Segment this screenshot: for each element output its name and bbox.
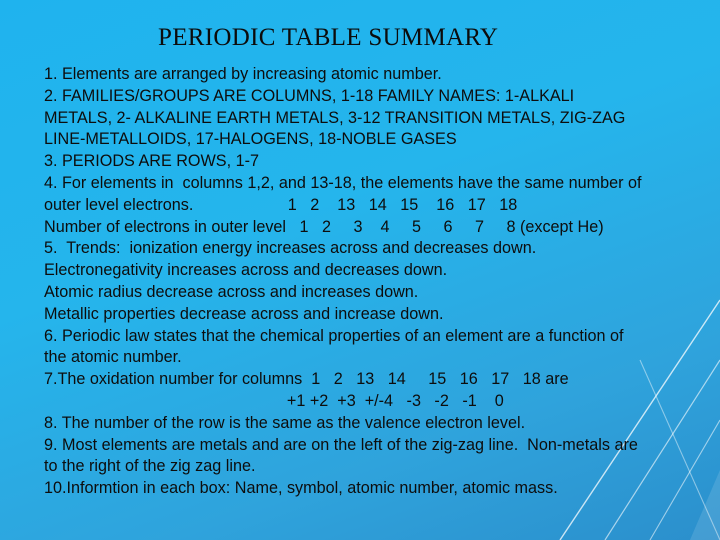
summary-line-10: Electronegativity increases across and decreases down. — [44, 261, 448, 280]
summary-line-18: 9. Most elements are metals and are on the left of the zig-zag line. Non-metals are — [44, 435, 638, 454]
summary-line-7: outer level electrons. 1 2 13 14 15 16 17 18 — [44, 195, 518, 214]
summary-line-14: the atomic number. — [44, 348, 182, 367]
summary-line-11: Atomic radius decrease across and increases down. — [44, 282, 419, 301]
summary-line-12: Metallic properties decrease across and increase down. — [44, 304, 444, 323]
summary-line-8: Number of electrons in outer level 1 2 3 4 5 6 7 8 (except He) — [44, 217, 604, 236]
summary-line-19: to the right of the zig zag line. — [44, 457, 256, 476]
summary-line-3: METALS, 2- ALKALINE EARTH METALS, 3-12 TRANSITION METALS, ZIG-ZAG — [44, 108, 626, 127]
summary-line-4: LINE-METALLOIDS, 17-HALOGENS, 18-NOBLE GASES — [44, 130, 457, 149]
summary-line-16: +1 +2 +3 +/-4 -3 -2 -1 0 — [44, 391, 504, 410]
summary-line-1: 1. Elements are arranged by increasing atomic number. — [44, 65, 442, 83]
slide-title: PERIODIC TABLE SUMMARY — [158, 24, 499, 51]
summary-line-13: 6. Periodic law states that the chemical properties of an element are a function of — [44, 326, 624, 345]
summary-line-9: 5. Trends: ionization energy increases across and decreases down. — [44, 239, 537, 258]
summary-line-15: 7.The oxidation number for columns 1 2 13 14 15 16 17 18 are — [44, 370, 569, 389]
summary-line-2: 2. FAMILIES/GROUPS ARE COLUMNS, 1-18 FAMILY NAMES: 1-ALKALI — [44, 86, 575, 105]
summary-line-5: 3. PERIODS ARE ROWS, 1-7 — [44, 152, 259, 171]
summary-line-6: 4. For elements in columns 1,2, and 13-18, the elements have the same number of — [44, 173, 642, 192]
slide-body — [44, 64, 714, 500]
summary-line-20: 10.Informtion in each box: Name, symbol, atomic number, atomic mass. — [44, 479, 558, 498]
summary-line-17: 8. The number of the row is the same as the valence electron level. — [44, 413, 526, 432]
